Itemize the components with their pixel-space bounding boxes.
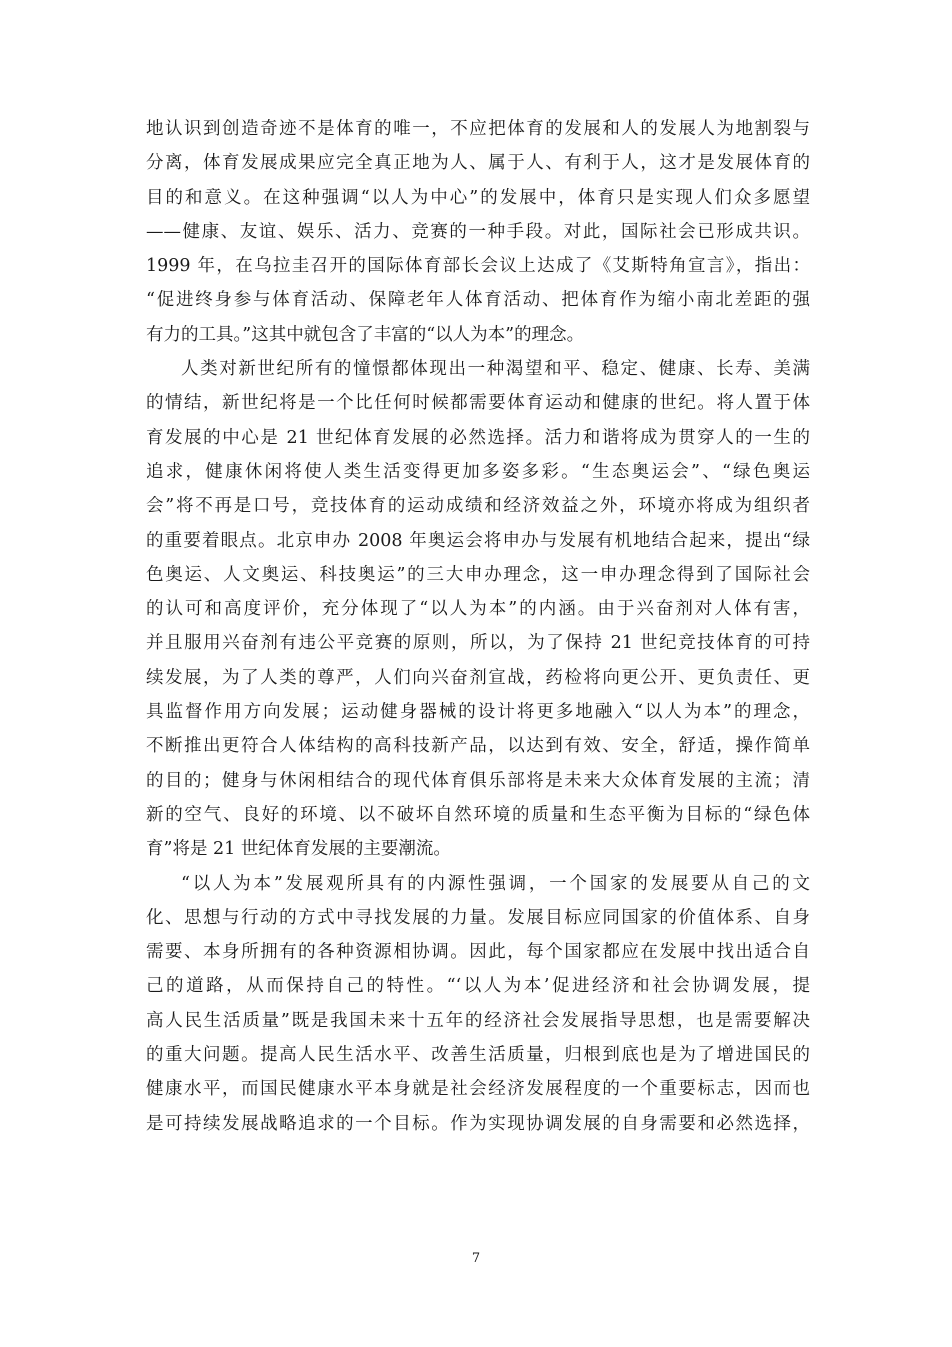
text-line: 是可持续发展战略追求的一个目标。作为实现协调发展的自身需要和必然选择， xyxy=(146,1113,810,1134)
text-line: 具监督作用方向发展；运动健身器械的设计将更多地融入“以人为本”的理念， xyxy=(146,702,810,723)
text-line: 育”将是 21 世纪体育发展的主要潮流。 xyxy=(146,839,451,860)
text-line: “促进终身参与体育活动、保障老年人体育活动、把体育作为缩小南北差距的强 xyxy=(146,290,810,311)
text-line: 的认可和高度评价，充分体现了“以人为本”的内涵。由于兴奋剂对人体有害， xyxy=(146,599,810,620)
text-line: 1999 年，在乌拉圭召开的国际体育部长会议上达成了《艾斯特角宣言》，指出： xyxy=(146,256,810,277)
text-line: 并且服用兴奋剂有违公平竞赛的原则，所以，为了保持 21 世纪竞技体育的可持 xyxy=(146,633,810,654)
text-line: 健康水平，而国民健康水平本身就是社会经济发展程度的一个重要标志，因而也 xyxy=(146,1079,810,1100)
body-text xyxy=(146,112,810,1141)
text-line: 的重要着眼点。北京申办 2008 年奥运会将申办与发展有机地结合起来，提出“绿 xyxy=(146,530,810,551)
text-line: 育发展的中心是 21 世纪体育发展的必然选择。活力和谐将成为贯穿人的一生的 xyxy=(146,427,810,448)
text-line: 的重大问题。提高人民生活水平、改善生活质量，归根到底也是为了增进国民的 xyxy=(146,1045,810,1066)
text-line: 的目的；健身与休闲相结合的现代体育俱乐部将是未来大众体育发展的主流；清 xyxy=(146,770,810,791)
text-line: 追求，健康休闲将使人类生活变得更加多姿多彩。“生态奥运会”、“绿色奥运 xyxy=(146,461,810,482)
text-line: 会”将不再是口号，竞技体育的运动成绩和经济效益之外，环境亦将成为组织者 xyxy=(146,496,810,517)
paragraph-start-line: 人类对新世纪所有的憧憬都体现出一种渴望和平、稳定、健康、长寿、美满 xyxy=(181,359,810,380)
text-line: 不断推出更符合人体结构的高科技新产品，以达到有效、安全，舒适，操作简单 xyxy=(146,736,810,757)
text-line: 己的道路，从而保持自己的特性。“‘以人为本’促进经济和社会协调发展，提 xyxy=(146,976,810,997)
text-line: 的情结，新世纪将是一个比任何时候都需要体育运动和健康的世纪。将人置于体 xyxy=(146,393,810,414)
page-number: 7 xyxy=(471,1251,481,1266)
text-line: 化、思想与行动的方式中寻找发展的力量。发展目标应同国家的价值体系、自身 xyxy=(146,907,810,928)
text-line: 色奥运、人文奥运、科技奥运”的三大申办理念，这一申办理念得到了国际社会 xyxy=(146,564,810,585)
paragraph-start-line: “以人为本”发展观所具有的内源性强调，一个国家的发展要从自己的文 xyxy=(181,873,810,894)
text-line: 有力的工具。”这其中就包含了丰富的“以人为本”的理念。 xyxy=(146,324,585,345)
text-line: 新的空气、良好的环境、以不破坏自然环境的质量和生态平衡为目标的“绿色体 xyxy=(146,804,810,825)
text-line: 高人民生活质量”既是我国未来十五年的经济社会发展指导思想，也是需要解决 xyxy=(146,1010,810,1031)
text-line: 地认识到创造奇迹不是体育的唯一，不应把体育的发展和人的发展人为地割裂与 xyxy=(146,119,810,139)
text-line: 目的和意义。在这种强调“以人为中心”的发展中，体育只是实现人们众多愿望 xyxy=(146,187,810,208)
text-line: 需要、本身所拥有的各种资源相协调。因此，每个国家都应在发展中找出适合自 xyxy=(146,942,810,963)
text-line: 分离，体育发展成果应完全真正地为人、属于人、有利于人，这才是发展体育的 xyxy=(146,153,810,174)
text-line: 续发展，为了人类的尊严，人们向兴奋剂宣战，药检将向更公开、更负责任、更 xyxy=(146,667,810,688)
text-line: ——健康、友谊、娱乐、活力、竞赛的一种手段。对此，国际社会已形成共识。 xyxy=(146,221,810,242)
